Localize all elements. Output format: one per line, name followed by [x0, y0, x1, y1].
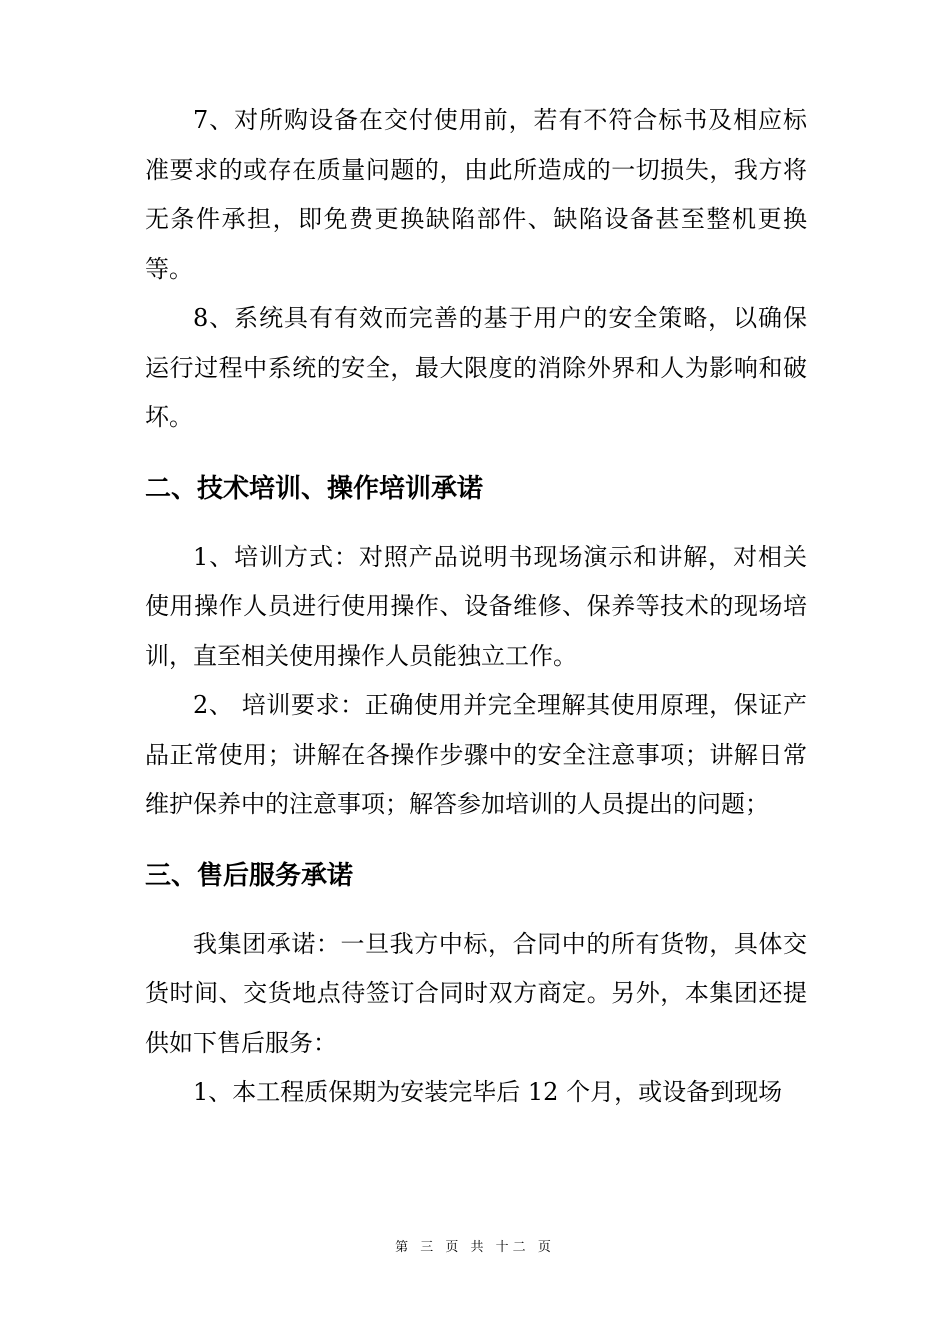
paragraph-training-requirements: 2、 培训要求：正确使用并完全理解其使用原理，保证产品正常使用；讲解在各操作步骤中的安全注意事项；讲解日常维护保养中的注意事项；解答参加培训的人员提出的问题； [145, 691, 807, 818]
paragraph-item-7: 7、对所购设备在交付使用前，若有不符合标书及相应标准要求的或存在质量问题的，由此所造成的一切损失，我方将无条件承担，即免费更换缺陷部件、缺陷设备甚至整机更换等。 [145, 106, 807, 283]
page-footer: 第 三 页 共 十二 页 [395, 1240, 555, 1255]
paragraph-warranty-period: 1、本工程质保期为安装完毕后 12 个月，或设备到现场 [193, 1078, 783, 1106]
section-heading-training: 二、技术培训、操作培训承诺 [145, 473, 484, 504]
section-heading-after-sales: 三、售后服务承诺 [145, 860, 354, 891]
paragraph-item-8: 8、系统具有有效而完善的基于用户的安全策略，以确保运行过程中系统的安全，最大限度的消除外界和人为影响和破坏。 [145, 304, 807, 431]
paragraph-training-method: 1、培训方式：对照产品说明书现场演示和讲解，对相关使用操作人员进行使用操作、设备维修、保养等技术的现场培训，直至相关使用操作人员能独立工作。 [145, 542, 807, 670]
paragraph-after-sales-commitment: 我集团承诺：一旦我方中标，合同中的所有货物，具体交货时间、交货地点待签订合同时双方商定。另外，本集团还提供如下售后服务： [145, 929, 807, 1057]
document-body [145, 96, 807, 1118]
